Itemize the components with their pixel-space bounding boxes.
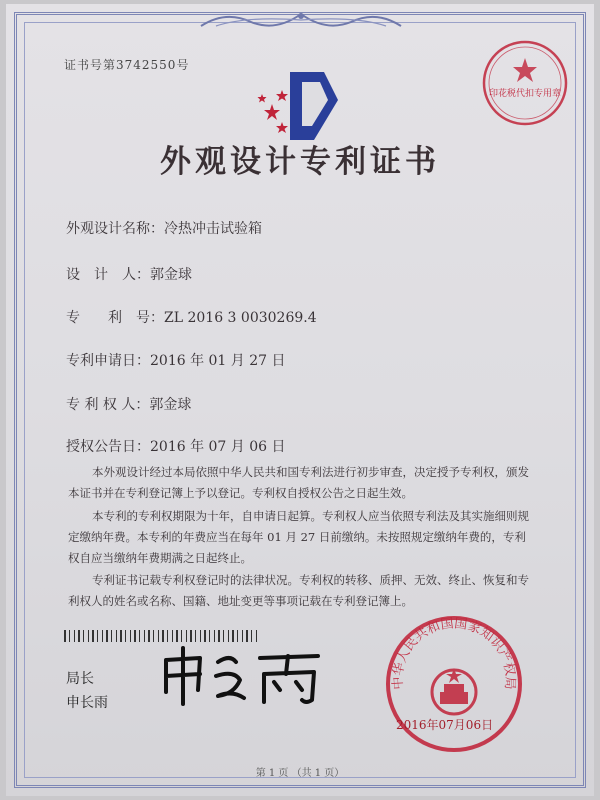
- official-seal: [384, 614, 524, 754]
- director-title: 局长: [66, 671, 94, 687]
- field-patentee: [66, 394, 191, 414]
- stamp-duty-seal: [480, 38, 570, 128]
- field-label: 设 计 人：: [66, 267, 150, 283]
- seal-arc-text: 中华人民共和国国家知识产权局: [390, 616, 518, 691]
- field-value: 郭金球: [149, 397, 192, 413]
- field-filing-date: [66, 350, 286, 370]
- national-emblem-icon: [432, 668, 476, 714]
- field-label: 授权公告日：: [66, 439, 150, 455]
- certificate-title: 外观设计专利证书: [160, 144, 440, 180]
- top-ornament-icon: [196, 8, 406, 30]
- field-patent-number: [66, 307, 317, 327]
- field-label: 专利申请日：: [66, 353, 150, 369]
- certificate-page: [6, 4, 594, 796]
- field-design-name: [66, 218, 262, 238]
- paragraph-grant: 本外观设计经过本局依照中华人民共和国专利法进行初步审查，决定授予专利权，颁发本证书并在专利登记簿上予以登记。专利权自授权公告之日起生效。: [68, 465, 529, 500]
- field-label: 外观设计名称：: [66, 221, 164, 237]
- field-designer: [66, 264, 192, 284]
- page-footer: 第 1 页 （共 1 页）: [255, 768, 345, 779]
- field-label: 专 利 号：: [66, 310, 164, 326]
- seal-text: 印花税代扣专用章: [488, 89, 562, 99]
- field-value: 郭金球: [150, 267, 192, 283]
- field-value: 冷热冲击试验箱: [164, 221, 262, 237]
- handwritten-signature: [156, 640, 326, 710]
- certificate-number: 证书号第3742550号: [64, 58, 190, 72]
- field-value: 2016 年 01 月 27 日: [150, 353, 286, 369]
- paragraph-term: 本专利的专利权期限为十年，自申请日起算。专利权人应当依照专利法及其实施细则规定缴纳年费。本专利的年费应当在每年 01 月 27 日前缴纳。未按照规定缴纳年费的，专利权自应当缴纳年费期满之日起终止。: [68, 509, 529, 565]
- field-label: 专 利 权 人：: [66, 397, 150, 413]
- paragraph-legal-status: 专利证书记载专利权登记时的法律状况。专利权的转移、质押、无效、终止、恢复和专利权人的姓名或名称、国籍、地址变更等事项记载在专利登记簿上。: [68, 573, 529, 608]
- seal-date: 2016年07月06日: [396, 718, 494, 732]
- cnipa-logo-icon: [254, 66, 354, 146]
- field-value: ZL 2016 3 0030269.4: [164, 310, 317, 326]
- field-value: 2016 年 07 月 06 日: [150, 439, 286, 455]
- director-name: 申长雨: [66, 695, 108, 711]
- field-grant-date: [66, 436, 286, 456]
